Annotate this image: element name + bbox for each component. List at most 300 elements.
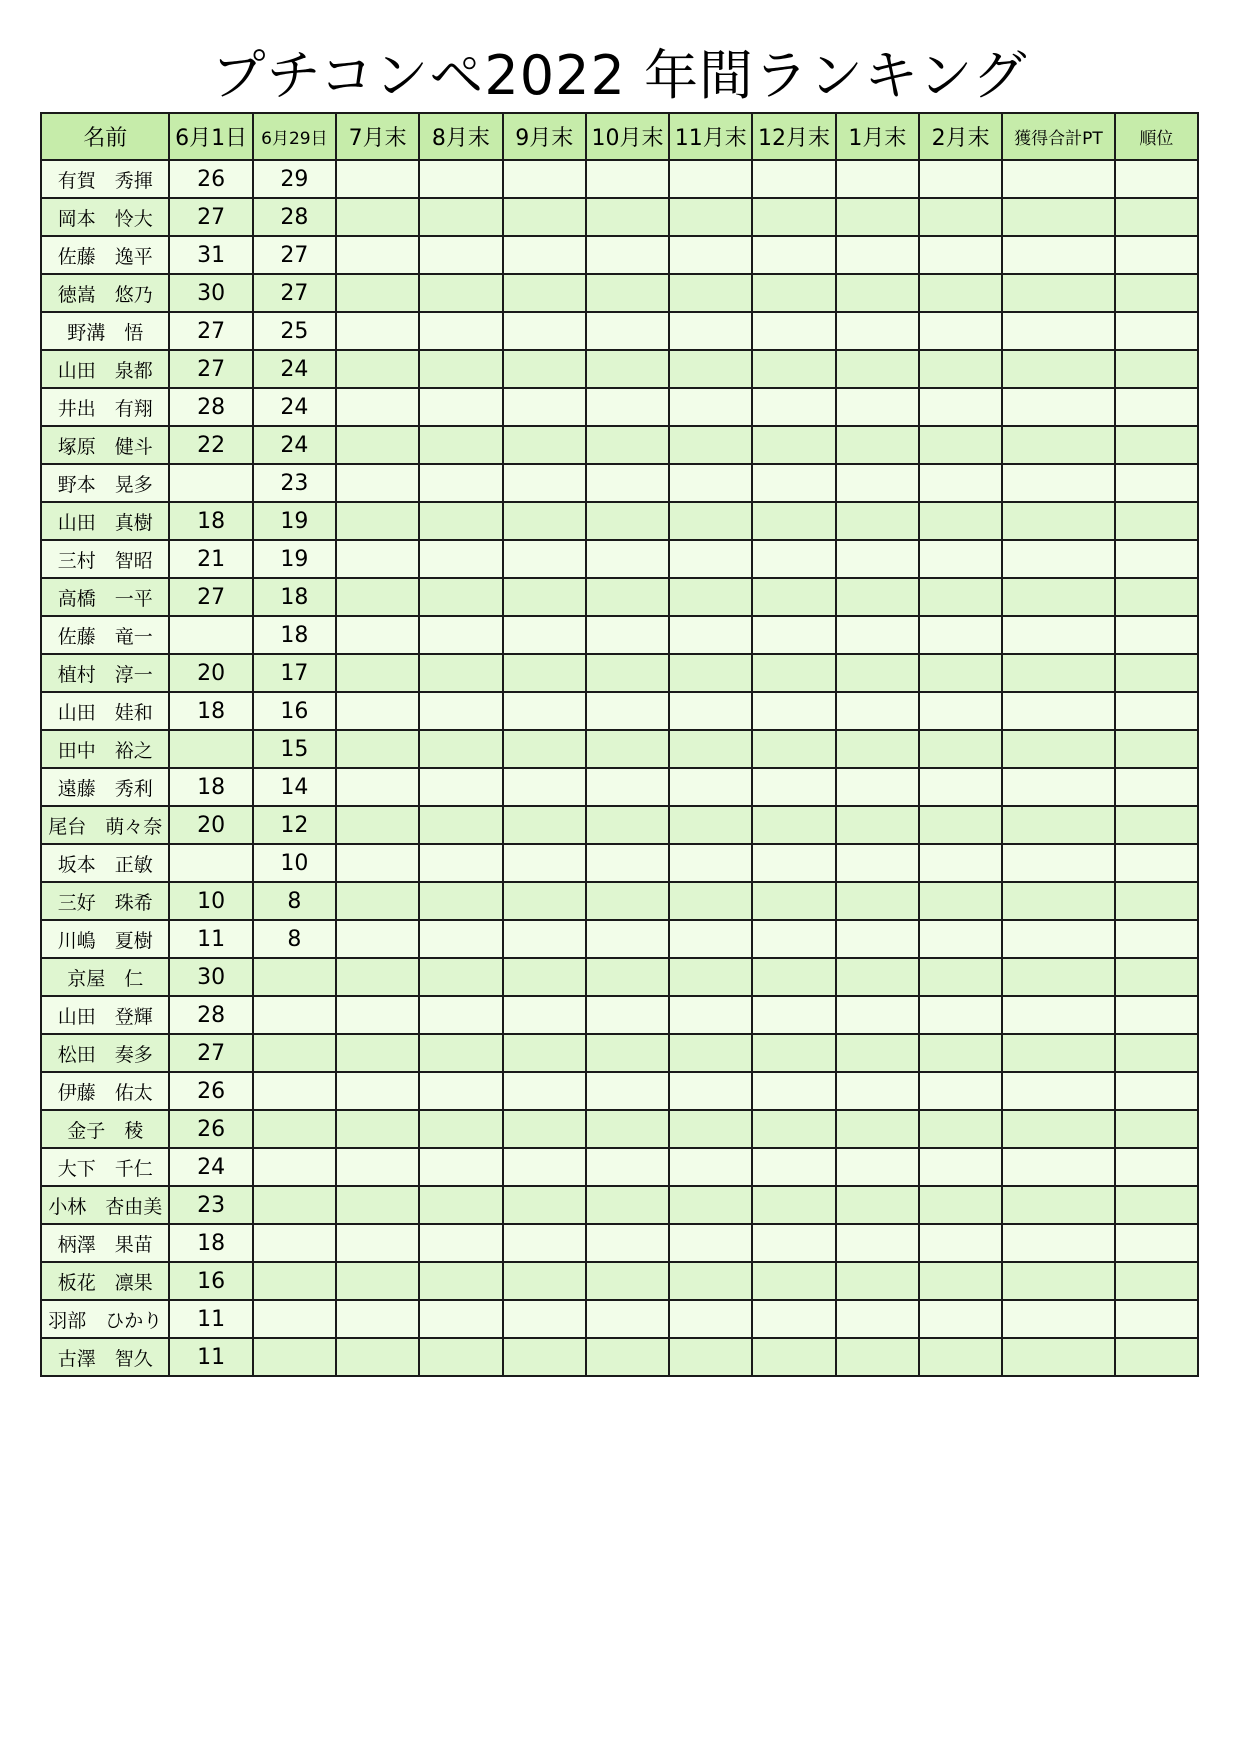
score-cell [1115,654,1198,692]
score-cell [836,540,919,578]
score-cell [919,692,1002,730]
score-cell [336,502,419,540]
score-cell [836,578,919,616]
player-name-cell: 佐藤 逸平 [41,236,169,274]
score-cell: 18 [169,1224,252,1262]
score-cell [419,996,502,1034]
header-oct: 10月末 [586,113,669,160]
score-cell: 29 [253,160,336,198]
score-cell [1115,1224,1198,1262]
score-cell: 26 [169,1072,252,1110]
table-row [41,920,1198,958]
score-cell [919,464,1002,502]
score-cell [919,236,1002,274]
score-cell [669,920,752,958]
score-cell [336,540,419,578]
score-cell: 26 [169,160,252,198]
score-cell: 27 [169,198,252,236]
score-cell [503,578,586,616]
score-cell [336,958,419,996]
player-name-cell: 三村 智昭 [41,540,169,578]
score-cell [336,1186,419,1224]
score-cell [336,882,419,920]
score-cell [669,426,752,464]
score-cell [336,1224,419,1262]
score-cell [836,654,919,692]
header-jul: 7月末 [336,113,419,160]
score-cell [336,198,419,236]
header-aug: 8月末 [419,113,502,160]
score-cell [1002,1262,1114,1300]
score-cell [836,236,919,274]
score-cell: 11 [169,1338,252,1376]
player-name-cell: 川嶋 夏樹 [41,920,169,958]
score-cell [503,1300,586,1338]
score-cell [253,996,336,1034]
score-cell [503,1338,586,1376]
score-cell: 18 [169,502,252,540]
score-cell [253,1224,336,1262]
table-row [41,882,1198,920]
score-cell [586,236,669,274]
header-name: 名前 [41,113,169,160]
score-cell [1002,236,1114,274]
score-cell [419,236,502,274]
player-name-cell: 板花 凛果 [41,1262,169,1300]
score-cell [1115,844,1198,882]
table-row [41,1262,1198,1300]
score-cell [669,1110,752,1148]
score-cell [669,464,752,502]
score-cell [1115,768,1198,806]
score-cell: 11 [169,1300,252,1338]
score-cell [336,844,419,882]
score-cell: 27 [253,274,336,312]
score-cell [919,350,1002,388]
score-cell [669,274,752,312]
score-cell [1002,350,1114,388]
score-cell [503,388,586,426]
player-name-cell: 佐藤 竜一 [41,616,169,654]
score-cell [586,1034,669,1072]
score-cell [1115,540,1198,578]
score-cell: 20 [169,806,252,844]
score-cell [1002,1148,1114,1186]
score-cell [1115,1262,1198,1300]
score-cell: 10 [169,882,252,920]
score-cell [586,274,669,312]
score-cell [419,464,502,502]
score-cell: 15 [253,730,336,768]
score-cell [919,1186,1002,1224]
score-cell [503,540,586,578]
table-row [41,274,1198,312]
score-cell [669,540,752,578]
score-cell [1002,426,1114,464]
score-cell [836,198,919,236]
table-row [41,540,1198,578]
score-cell [752,274,835,312]
score-cell [919,806,1002,844]
score-cell [1002,540,1114,578]
score-cell [336,1110,419,1148]
score-cell [1002,464,1114,502]
score-cell [503,502,586,540]
score-cell [752,540,835,578]
player-name-cell: 小林 杏由美 [41,1186,169,1224]
score-cell [919,1034,1002,1072]
player-name-cell: 柄澤 果苗 [41,1224,169,1262]
score-cell [1115,274,1198,312]
score-cell [669,160,752,198]
score-cell [503,1072,586,1110]
score-cell: 19 [253,540,336,578]
score-cell [336,578,419,616]
score-cell [419,768,502,806]
score-cell [253,1186,336,1224]
ranking-body [41,160,1198,1376]
player-name-cell: 山田 真樹 [41,502,169,540]
score-cell [752,1224,835,1262]
player-name-cell: 田中 裕之 [41,730,169,768]
score-cell [1115,692,1198,730]
score-cell [586,426,669,464]
score-cell [586,996,669,1034]
header-feb: 2月末 [919,113,1002,160]
score-cell [586,1300,669,1338]
score-cell [752,692,835,730]
score-cell [919,578,1002,616]
player-name-cell: 坂本 正敏 [41,844,169,882]
score-cell [1002,312,1114,350]
score-cell [836,1186,919,1224]
score-cell: 31 [169,236,252,274]
header-jun29: 6月29日 [253,113,336,160]
score-cell [752,1338,835,1376]
score-cell: 24 [253,426,336,464]
score-cell [586,312,669,350]
table-row [41,464,1198,502]
score-cell [1115,1338,1198,1376]
score-cell [419,654,502,692]
table-row [41,236,1198,274]
score-cell [419,958,502,996]
score-cell [1115,426,1198,464]
score-cell [919,882,1002,920]
score-cell [169,730,252,768]
score-cell [1115,464,1198,502]
header-dec: 12月末 [752,113,835,160]
score-cell [836,882,919,920]
score-cell [836,958,919,996]
table-row [41,198,1198,236]
score-cell [1002,844,1114,882]
table-row [41,350,1198,388]
score-cell [919,388,1002,426]
score-cell [169,616,252,654]
score-cell [1002,1072,1114,1110]
header-row [41,113,1198,160]
score-cell: 25 [253,312,336,350]
score-cell [1002,198,1114,236]
player-name-cell: 有賀 秀揮 [41,160,169,198]
player-name-cell: 山田 登輝 [41,996,169,1034]
score-cell [586,1338,669,1376]
score-cell [1115,350,1198,388]
score-cell [752,768,835,806]
score-cell [419,1034,502,1072]
score-cell [586,1224,669,1262]
score-cell [836,806,919,844]
score-cell [669,996,752,1034]
score-cell [752,920,835,958]
table-row [41,1186,1198,1224]
player-name-cell: 京屋 仁 [41,958,169,996]
table-row [41,1338,1198,1376]
score-cell: 18 [169,692,252,730]
score-cell [752,958,835,996]
score-cell [669,1034,752,1072]
score-cell [836,1072,919,1110]
table-row [41,844,1198,882]
table-row [41,388,1198,426]
score-cell [336,1338,419,1376]
score-cell [919,1300,1002,1338]
score-cell: 27 [169,312,252,350]
score-cell [836,350,919,388]
score-cell [336,996,419,1034]
score-cell: 16 [253,692,336,730]
score-cell [336,1148,419,1186]
score-cell: 22 [169,426,252,464]
score-cell [1115,502,1198,540]
score-cell [586,388,669,426]
table-row [41,312,1198,350]
score-cell [1115,312,1198,350]
score-cell [752,844,835,882]
score-cell [586,502,669,540]
score-cell [503,1110,586,1148]
score-cell [919,996,1002,1034]
player-name-cell: 尾台 萌々奈 [41,806,169,844]
score-cell [419,1262,502,1300]
score-cell [503,198,586,236]
score-cell [336,920,419,958]
header-jan: 1月末 [836,113,919,160]
score-cell [919,654,1002,692]
score-cell [336,692,419,730]
table-row [41,958,1198,996]
score-cell [836,1262,919,1300]
score-cell [1115,198,1198,236]
score-cell [503,882,586,920]
score-cell [586,654,669,692]
player-name-cell: 野溝 悟 [41,312,169,350]
score-cell [669,312,752,350]
player-name-cell: 羽部 ひかり [41,1300,169,1338]
score-cell [752,806,835,844]
score-cell [1115,920,1198,958]
score-cell [1002,1224,1114,1262]
score-cell [503,236,586,274]
table-row [41,160,1198,198]
score-cell [669,198,752,236]
score-cell [419,806,502,844]
score-cell: 20 [169,654,252,692]
score-cell [586,160,669,198]
header-rank: 順位 [1115,113,1198,160]
score-cell [752,996,835,1034]
score-cell [752,616,835,654]
score-cell [919,426,1002,464]
score-cell [419,844,502,882]
score-cell [419,388,502,426]
score-cell [1002,1338,1114,1376]
score-cell [1115,160,1198,198]
score-cell [1002,768,1114,806]
player-name-cell: 遠藤 秀利 [41,768,169,806]
score-cell [919,730,1002,768]
score-cell [586,806,669,844]
score-cell [752,388,835,426]
score-cell [419,312,502,350]
score-cell [503,464,586,502]
score-cell [586,844,669,882]
score-cell [752,654,835,692]
score-cell [253,958,336,996]
score-cell [419,616,502,654]
score-cell [836,730,919,768]
score-cell [1002,578,1114,616]
player-name-cell: 植村 淳一 [41,654,169,692]
score-cell [419,1148,502,1186]
score-cell: 30 [169,274,252,312]
score-cell [586,464,669,502]
score-cell [1115,1186,1198,1224]
score-cell [503,1224,586,1262]
score-cell: 19 [253,502,336,540]
score-cell [752,1148,835,1186]
score-cell: 28 [253,198,336,236]
score-cell: 24 [169,1148,252,1186]
score-cell: 23 [169,1186,252,1224]
score-cell [586,616,669,654]
score-cell [1115,1034,1198,1072]
score-cell [669,806,752,844]
score-cell [586,578,669,616]
score-cell [752,1110,835,1148]
score-cell [669,1224,752,1262]
score-cell [752,350,835,388]
score-cell [752,312,835,350]
score-cell [1002,920,1114,958]
score-cell [752,160,835,198]
score-cell [586,882,669,920]
score-cell [1002,502,1114,540]
score-cell [752,502,835,540]
score-cell [1002,160,1114,198]
player-name-cell: 大下 千仁 [41,1148,169,1186]
score-cell [919,160,1002,198]
score-cell [503,768,586,806]
score-cell [836,426,919,464]
score-cell [669,958,752,996]
score-cell [752,1072,835,1110]
score-cell [752,578,835,616]
score-cell: 27 [169,1034,252,1072]
score-cell [503,426,586,464]
score-cell [1115,1148,1198,1186]
score-cell [169,844,252,882]
header-sep: 9月末 [503,113,586,160]
score-cell [336,1034,419,1072]
score-cell [836,388,919,426]
score-cell: 27 [253,236,336,274]
score-cell [336,616,419,654]
score-cell: 16 [169,1262,252,1300]
score-cell [669,578,752,616]
score-cell [1115,730,1198,768]
score-cell [1115,578,1198,616]
score-cell [503,1262,586,1300]
score-cell [1115,806,1198,844]
score-cell [836,692,919,730]
score-cell [1002,996,1114,1034]
table-row [41,692,1198,730]
score-cell [419,160,502,198]
score-cell [669,350,752,388]
score-cell [419,730,502,768]
score-cell [919,1224,1002,1262]
score-cell [419,578,502,616]
score-cell [669,236,752,274]
score-cell [669,1148,752,1186]
score-cell [919,1148,1002,1186]
score-cell [503,1186,586,1224]
score-cell [919,502,1002,540]
score-cell [336,274,419,312]
score-cell [836,996,919,1034]
score-cell [336,312,419,350]
score-cell [419,540,502,578]
table-row [41,1072,1198,1110]
score-cell [1002,806,1114,844]
score-cell: 17 [253,654,336,692]
score-cell [336,768,419,806]
score-cell [586,768,669,806]
score-cell: 24 [253,388,336,426]
table-row [41,1148,1198,1186]
score-cell [836,844,919,882]
score-cell [1115,1072,1198,1110]
score-cell [336,730,419,768]
score-cell [752,882,835,920]
score-cell [586,1148,669,1186]
player-name-cell: 伊藤 佑太 [41,1072,169,1110]
score-cell [836,1110,919,1148]
score-cell [919,1072,1002,1110]
score-cell [419,1186,502,1224]
score-cell [752,1186,835,1224]
score-cell [336,654,419,692]
score-cell [919,1338,1002,1376]
score-cell: 10 [253,844,336,882]
score-cell [919,958,1002,996]
player-name-cell: 野本 晃多 [41,464,169,502]
score-cell [503,654,586,692]
score-cell [586,1262,669,1300]
score-cell [669,730,752,768]
